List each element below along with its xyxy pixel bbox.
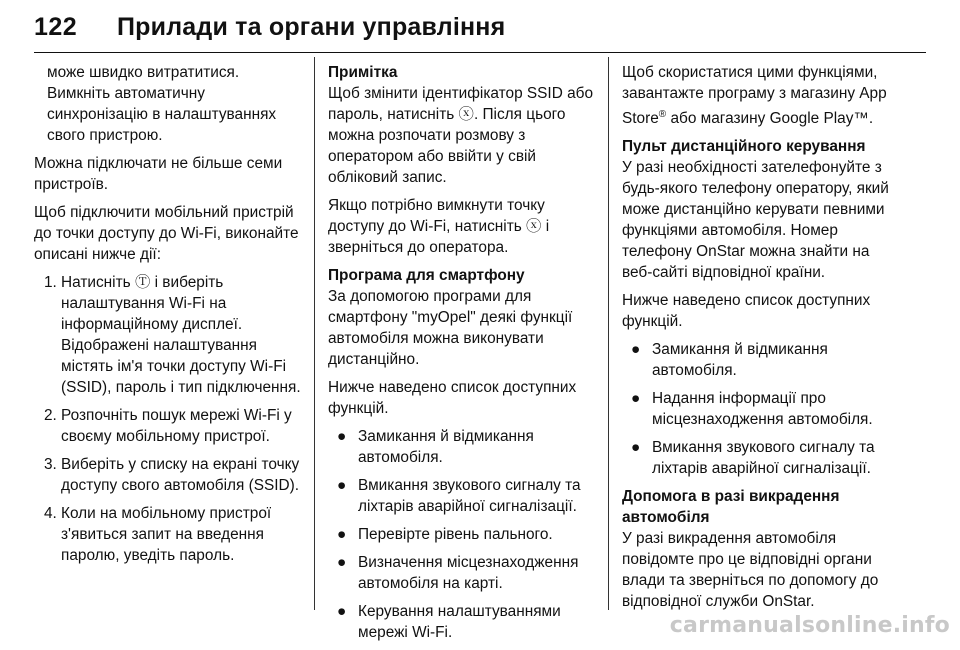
list-item bbox=[622, 339, 890, 381]
download-text-b: або магазину Google Play™. bbox=[666, 110, 874, 128]
download-text-a: Щоб скористатися цими функціями, завантажте програму з магазину App Store bbox=[622, 64, 887, 128]
bullet-text: Визначення місцезнаходження автомобіля на карті. bbox=[358, 554, 579, 592]
app-section bbox=[328, 265, 594, 370]
step-number: 2. bbox=[44, 407, 57, 424]
list-item bbox=[328, 552, 594, 594]
bullet-text: Вмикання звукового сигналу та ліхтарів аварійної сигналізації. bbox=[652, 439, 875, 478]
continued-line: Вимкніть автоматичну bbox=[47, 85, 205, 102]
bullet-icon: ● bbox=[337, 603, 347, 620]
list-item bbox=[328, 426, 594, 468]
note-heading: Примітка bbox=[328, 64, 398, 81]
step-number: 3. bbox=[44, 456, 57, 473]
theft-section bbox=[622, 486, 890, 612]
continued-paragraph bbox=[34, 62, 302, 146]
bullet-icon: ● bbox=[337, 477, 347, 494]
column-divider-1 bbox=[314, 57, 315, 610]
paragraph-disable-hotspot: Якщо потрібно вимкнути точку доступу до Wi-Fi, натисніть ⓧ і зверніться до оператора. bbox=[328, 197, 550, 256]
bullet-icon: ● bbox=[631, 439, 641, 457]
remote-section bbox=[622, 136, 890, 283]
page-number: 122 bbox=[34, 13, 78, 41]
header-divider bbox=[34, 52, 926, 53]
bullet-text: Вмикання звукового сигналу та ліхтарів аварійної сигналізації. bbox=[358, 477, 581, 515]
step-text: Коли на мобільному пристрої з'явиться запит на введення паролю, уведіть пароль. bbox=[61, 505, 272, 564]
theft-text: У разі викрадення автомобіля повідомте про це відповідні органи влади та зверніться по допомогу до відповідної служби OnStar. bbox=[622, 530, 879, 611]
remote-text: У разі необхідності зателефонуйте з будь-якого телефону оператору, який може дистанційно керувати певними функціями автомобіля. Номер телефону OnStar можна знайти на веб-сайті відповідної країни. bbox=[622, 159, 889, 282]
list-item bbox=[34, 503, 302, 566]
app-text: За допомогою програми для смартфону "myOpel" деякі функції автомобіля можна виконувати дистанційно. bbox=[328, 288, 573, 368]
bullet-text: Перевірте рівень пального. bbox=[358, 526, 553, 543]
section-heading-app: Програма для смартфону bbox=[328, 267, 525, 284]
step-text: Натисніть Ⓣ і виберіть налаштування Wi-Fi на інформаційному дисплеї. Відображені налаштування містять ім'я точки доступу Wi-Fi (SSID), пароль і тип підключення. bbox=[61, 274, 301, 396]
list-item bbox=[622, 388, 890, 430]
bullet-icon: ● bbox=[631, 390, 641, 408]
step-number: 1. bbox=[44, 274, 57, 291]
paragraph-functions-intro: Нижче наведено список доступних функцій. bbox=[328, 379, 577, 417]
step-text: Виберіть у списку на екрані точку доступу свого автомобіля (SSID). bbox=[61, 456, 300, 494]
paragraph-connect-intro: Щоб підключити мобільний пристрій до точки доступу до Wi-Fi, виконайте описані нижче дії: bbox=[34, 204, 299, 263]
bullet-text: Керування налаштуваннями мережі Wi-Fi. bbox=[358, 603, 561, 641]
step-text: Розпочніть пошук мережі Wi-Fi у своєму мобільному пристрої. bbox=[61, 407, 292, 445]
remote-functions-list bbox=[622, 339, 890, 479]
bullet-text: Замикання й відмикання автомобіля. bbox=[652, 341, 828, 380]
column-2 bbox=[328, 62, 594, 650]
bullet-icon: ● bbox=[337, 428, 347, 445]
step-number: 4. bbox=[44, 505, 57, 522]
list-item bbox=[328, 601, 594, 643]
bullet-icon: ● bbox=[631, 341, 641, 359]
section-heading-remote: Пульт дистанційного керування bbox=[622, 138, 866, 156]
paragraph-device-limit: Можна підключати не більше семи пристроїв. bbox=[34, 155, 283, 193]
continued-line: синхронізацію в налаштуваннях bbox=[47, 106, 277, 123]
column-divider-2 bbox=[608, 57, 609, 610]
list-item bbox=[34, 405, 302, 447]
page-header bbox=[0, 0, 960, 52]
note-text: Щоб змінити ідентифікатор SSID або пароль, натисніть ⓧ. Після цього можна розпочати розмову з оператором або ввійти у свій обліковий запис. bbox=[328, 85, 594, 186]
column-1 bbox=[34, 62, 302, 573]
list-item bbox=[34, 272, 302, 398]
page-title: Прилади та органи управління bbox=[117, 13, 506, 41]
bullet-icon: ● bbox=[337, 526, 347, 543]
bullet-text: Надання інформації про місцезнаходження автомобіля. bbox=[652, 390, 873, 429]
section-heading-theft-2: автомобіля bbox=[622, 509, 710, 527]
column-3 bbox=[622, 62, 890, 619]
section-heading-theft-1: Допомога в разі викрадення bbox=[622, 488, 840, 506]
list-item bbox=[328, 524, 594, 545]
bullet-text: Замикання й відмикання автомобіля. bbox=[358, 428, 534, 466]
list-item bbox=[622, 437, 890, 479]
registered-mark: ® bbox=[658, 109, 667, 120]
note-block bbox=[328, 62, 594, 188]
list-item bbox=[328, 475, 594, 517]
app-functions-list bbox=[328, 426, 594, 643]
paragraph-download-app bbox=[622, 62, 890, 129]
bullet-icon: ● bbox=[337, 554, 347, 571]
list-item bbox=[34, 454, 302, 496]
paragraph-functions-intro: Нижче наведено список доступних функцій. bbox=[622, 292, 871, 331]
steps-list bbox=[34, 272, 302, 566]
watermark: carmanualsonline.info bbox=[669, 613, 950, 638]
continued-line: свого пристрою. bbox=[47, 127, 163, 144]
continued-line: може швидко витратитися. bbox=[47, 64, 240, 81]
